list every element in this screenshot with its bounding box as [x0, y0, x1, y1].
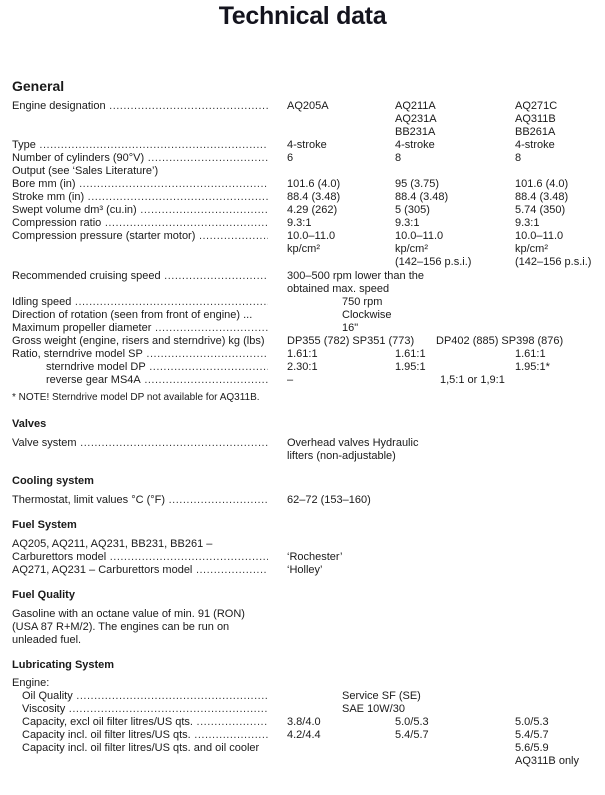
cruising-speed-value	[287, 270, 424, 296]
text-general-engine-designation-label: Engine designation .....	[12, 100, 268, 113]
engine-col2	[395, 100, 437, 139]
text-general-compression-pressure-label: Compression pressure (starter motor) .....	[12, 230, 268, 243]
text-general-rows-0-c2: 4-stroke	[395, 139, 435, 151]
fuel-quality-text	[12, 608, 272, 647]
compression-pressure-col2	[395, 230, 471, 269]
text-lubricating-cap-excl-c2: 5.0/5.3	[395, 716, 429, 728]
text-general-rows-4-c3: 88.4 (3.48)	[515, 191, 569, 203]
text-general-compression-pressure-c1-1: kp/cm²	[287, 243, 320, 255]
capacity-cooler-value	[515, 742, 579, 768]
text-general-rows-1-label: Number of cylinders (90°V) .....	[12, 152, 268, 165]
text-lubricating-viscosity-value: SAE 10W/30	[342, 703, 405, 715]
text-general-ratio-sp-c3: 1.61:1	[515, 348, 546, 360]
page-title: Technical data	[218, 2, 387, 30]
text-general-compression-pressure-c3-0: 10.0–11.0	[515, 230, 564, 242]
text-lubricating-cap-cooler-c3-1: AQ311B only	[515, 755, 580, 767]
text-general-ratio-dp-c2: 1.95:1	[395, 361, 426, 373]
footnote: * NOTE! Sterndrive model DP not available for AQ311B.	[12, 392, 260, 403]
text-general-rows-3-c1: 101.6 (4.0)	[287, 178, 341, 190]
text-general-propeller-label: Maximum propeller diameter .....	[12, 322, 268, 335]
text-general-engine-designation-col3-1: AQ311B	[515, 113, 556, 125]
text-fuel-system-line1: AQ205, AQ211, AQ231, BB231, BB261 –	[12, 538, 213, 550]
text-valves-value-1: lifters (non-adjustable)	[287, 450, 396, 462]
text-lubricating-cap-excl-label: Capacity, excl oil filter litres/US qts. .....	[12, 716, 268, 729]
text-general-ratio-dp-c1: 2.30:1	[287, 361, 318, 373]
text-cooling-value: 62–72 (153–160)	[287, 494, 371, 506]
text-general-engine-designation-col3-2: BB261A	[515, 126, 556, 138]
compression-pressure-col1	[287, 230, 335, 256]
text-general-gross-weight-value2: DP402 (885) SP398 (876)	[436, 335, 564, 347]
section-heading-fuel-quality: Fuel Quality	[12, 589, 75, 601]
text-general-rows-0-c1: 4-stroke	[287, 139, 327, 151]
text-valves-value-0: Overhead valves Hydraulic	[287, 437, 419, 449]
text-general-idling-speed-value: 750 rpm	[342, 296, 383, 308]
text-general-rotation-label: Direction of rotation (seen from front of engine) ...	[12, 309, 253, 321]
text-lubricating-cap-incl-label: Capacity incl. oil filter litres/US qts. .....	[12, 729, 268, 742]
text-lubricating-cap-cooler-c3-0: 5.6/5.9	[515, 742, 549, 754]
text-general-rows-5-c1: 4.29 (262)	[287, 204, 338, 216]
text-fuel-system-label1: Carburettors model .....	[12, 551, 268, 564]
section-heading-lubricating: Lubricating System	[12, 659, 115, 671]
text-general-rows-3-label: Bore mm (in) .....	[12, 178, 268, 191]
section-heading-valves: Valves	[12, 418, 47, 430]
text-general-engine-designation-col2-1: AQ231A	[395, 113, 437, 125]
text-general-compression-pressure-c3-2: (142–156 p.s.i.)	[515, 256, 592, 268]
text-general-propeller-value: 16"	[342, 322, 359, 334]
text-lubricating-viscosity-label: Viscosity .....	[12, 703, 268, 716]
text-general-ratio-rev-label: reverse gear MS4A .....	[12, 374, 268, 387]
text-general-rows-1-c3: 8	[515, 152, 522, 164]
section-heading-general: General	[12, 78, 65, 94]
text-general-engine-designation-col1-0: AQ205A	[287, 100, 329, 112]
text-cooling-label: Thermostat, limit values °C (°F) .....	[12, 494, 268, 507]
section-heading-fuel-system: Fuel System	[12, 519, 77, 531]
valve-system-value	[287, 437, 418, 463]
text-lubricating-cap-cooler-label: Capacity incl. oil filter litres/US qts. and oil cooler	[22, 742, 260, 754]
text-general-idling-speed-label: Idling speed .....	[12, 296, 268, 309]
text-valves-label: Valve system .....	[12, 437, 268, 450]
text-general-compression-pressure-c1-0: 10.0–11.0	[287, 230, 336, 242]
text-general-rows-0-c3: 4-stroke	[515, 139, 555, 151]
text-fuel-quality-text-1: (USA 87 R+M/2). The engines can be run on	[12, 621, 230, 633]
text-general-rows-0-label: Type .....	[12, 139, 268, 152]
text-general-ratio-sp-c1: 1.61:1	[287, 348, 318, 360]
text-general-rows-6-label: Compression ratio .....	[12, 217, 268, 230]
text-general-cruising-speed-value-0: 300–500 rpm lower than the	[287, 270, 424, 282]
text-general-ratio-rev-c2: 1,5:1 or 1,9:1	[440, 374, 505, 386]
text-fuel-system-value1: ‘Rochester’	[287, 551, 343, 563]
text-general-rows-3-c3: 101.6 (4.0)	[515, 178, 569, 190]
text-general-rows-4-label: Stroke mm (in) .....	[12, 191, 268, 204]
text-fuel-system-value2: ‘Holley’	[287, 564, 323, 576]
text-general-compression-pressure-c2-0: 10.0–11.0	[395, 230, 444, 242]
text-general-rows-5-c3: 5.74 (350)	[515, 204, 566, 216]
text-lubricating-cap-incl-c1: 4.2/4.4	[287, 729, 321, 741]
text-general-rows-6-c3: 9.3:1	[515, 217, 540, 229]
text-lubricating-engine-label: Engine:	[12, 677, 50, 689]
text-general-rows-1-c2: 8	[395, 152, 402, 164]
text-general-rows-5-c2: 5 (305)	[395, 204, 430, 216]
text-general-ratio-sp-c2: 1.61:1	[395, 348, 426, 360]
section-heading-cooling: Cooling system	[12, 475, 94, 487]
text-general-compression-pressure-c2-2: (142–156 p.s.i.)	[395, 256, 472, 268]
text-fuel-quality-text-0: Gasoline with an octane value of min. 91 (RON)	[12, 608, 245, 620]
text-lubricating-oil-quality-value: Service SF (SE)	[342, 690, 421, 702]
text-general-ratio-dp-label: sterndrive model DP .....	[12, 361, 268, 374]
engine-col1	[287, 100, 329, 113]
text-general-compression-pressure-c2-1: kp/cm²	[395, 243, 428, 255]
text-general-rows-4-c1: 88.4 (3.48)	[287, 191, 341, 203]
text-general-rows-6-c2: 9.3:1	[395, 217, 420, 229]
text-general-rows-1-c1: 6	[287, 152, 294, 164]
text-general-rows-3-c2: 95 (3.75)	[395, 178, 440, 190]
text-lubricating-cap-excl-c1: 3.8/4.0	[287, 716, 321, 728]
text-general-rows-2-label: Output (see ‘Sales Literature’)	[12, 165, 159, 177]
text-lubricating-cap-incl-c2: 5.4/5.7	[395, 729, 429, 741]
text-lubricating-cap-incl-c3: 5.4/5.7	[515, 729, 549, 741]
text-general-compression-pressure-c3-1: kp/cm²	[515, 243, 548, 255]
text-lubricating-cap-excl-c3: 5.0/5.3	[515, 716, 549, 728]
text-general-rows-5-label: Swept volume dm³ (cu.in) .....	[12, 204, 268, 217]
compression-pressure-col3	[515, 230, 591, 269]
text-general-gross-weight-label: Gross weight (engine, risers and sterndrive) kg (lbs)	[12, 335, 265, 347]
text-general-ratio-sp-label: Ratio, sterndrive model SP .....	[12, 348, 268, 361]
text-general-rows-6-c1: 9.3:1	[287, 217, 312, 229]
text-fuel-system-label2: AQ271, AQ231 – Carburettors model .....	[12, 564, 268, 577]
text-fuel-quality-text-2: unleaded fuel.	[12, 634, 82, 646]
text-general-gross-weight-value1: DP355 (782) SP351 (773)	[287, 335, 415, 347]
text-lubricating-oil-quality-label: Oil Quality .....	[12, 690, 268, 703]
text-general-rows-4-c2: 88.4 (3.48)	[395, 191, 449, 203]
text-general-engine-designation-col3-0: AQ271C	[515, 100, 558, 112]
text-general-engine-designation-col2-2: BB231A	[395, 126, 436, 138]
text-general-ratio-rev-c1: –	[287, 374, 294, 386]
text-general-cruising-speed-label: Recommended cruising speed .....	[12, 270, 268, 283]
text-general-ratio-dp-c3: 1.95:1*	[515, 361, 550, 373]
engine-col3	[515, 100, 557, 139]
text-general-rotation-value: Clockwise	[342, 309, 392, 321]
text-general-cruising-speed-value-1: obtained max. speed	[287, 283, 390, 295]
text-general-engine-designation-col2-0: AQ211A	[395, 100, 436, 112]
